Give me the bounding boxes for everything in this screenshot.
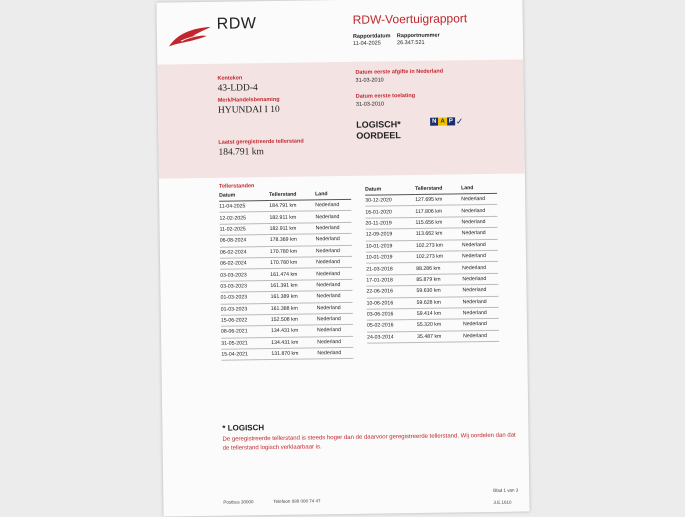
col-land-header: Land [461,184,497,194]
cell-land: Nederland [316,245,352,257]
cell-datum: 06-08-2024 [220,235,270,247]
cell-land: Nederland [315,199,351,211]
cell-datum: 08-06-2021 [221,326,271,338]
cell-land: Nederland [317,325,353,337]
cell-tellerstand: 59.630 km [416,285,462,297]
cell-land: Nederland [316,256,352,268]
cell-datum: 03-06-2016 [367,308,417,320]
cell-land: Nederland [462,284,498,296]
cell-tellerstand: 55.320 km [417,319,463,331]
cell-tellerstand: 85.879 km [416,274,462,286]
cell-tellerstand: 117.806 km [415,205,461,217]
cell-tellerstand: 161.388 km [271,302,317,314]
cell-datum: 10-06-2016 [367,297,417,309]
cell-tellerstand: 131.870 km [271,348,317,360]
cell-datum: 15-04-2021 [221,349,271,361]
document-title: RDW-Voertuigrapport [352,11,468,27]
cell-tellerstand: 161.389 km [270,291,316,303]
merk-label: Merk/Handelsbenaming [217,96,280,104]
cell-land: Nederland [317,302,353,314]
cell-datum: 06-02-2024 [220,257,270,269]
cell-land: Nederland [463,296,499,308]
cell-datum: 31-05-2021 [221,337,271,349]
rdw-logo-icon [167,24,213,51]
cell-datum: 15-06-2022 [221,314,271,326]
teller-label: Laatst geregistreerde tellerstand [218,138,304,146]
cell-tellerstand: 115.656 km [415,217,461,229]
page-number: Blad 1 van 3 [493,487,519,493]
cell-land: Nederland [316,222,352,234]
kenteken-label: Kenteken [217,75,243,82]
cell-land: Nederland [462,239,498,251]
eerste-toelating-label: Datum eerste toelating [355,92,416,100]
cell-tellerstand: 182.911 km [270,223,316,235]
cell-tellerstand: 182.911 km [269,211,315,223]
merk-value: HYUNDAI I 10 [217,104,280,116]
report-number-label: Rapportnummer [396,32,440,40]
footer-telefoon: Telefoon 088 008 74 47 [273,498,321,504]
nap-logo [430,116,463,126]
cell-tellerstand: 184.791 km [269,200,315,212]
cell-tellerstand: 134.431 km [271,337,317,349]
cell-land: Nederland [462,250,498,262]
table-row [367,330,499,343]
col-land-header: Land [315,190,351,200]
cell-datum: 03-03-2023 [220,269,270,281]
cell-land: Nederland [316,234,352,246]
cell-land: Nederland [316,268,352,280]
table-row [221,347,353,360]
cell-datum: 03-03-2023 [220,280,270,292]
eerste-afgifte-value: 31-03-2010 [355,77,384,84]
report-date-label: Rapportdatum [352,33,391,40]
cell-land: Nederland [463,330,499,342]
cell-land: Nederland [317,336,353,348]
oordeel-line1: LOGISCH* [356,119,401,130]
teller-value: 184.791 km [218,147,264,158]
cell-datum: 12-02-2025 [219,212,269,224]
cell-tellerstand: 88.286 km [416,262,462,274]
col-tellerstand-header: Tellerstand [415,184,461,194]
cell-tellerstand: 113.662 km [416,228,462,240]
col-datum-header: Datum [219,191,269,201]
cell-datum: 01-03-2023 [221,303,271,315]
nap-n: N [430,118,438,126]
cell-tellerstand: 178.369 km [270,234,316,246]
report-page [156,0,529,517]
col-datum-header: Datum [365,185,415,195]
cell-tellerstand: 161.391 km [270,280,316,292]
check-icon: ✓ [455,115,464,126]
cell-land: Nederland [462,262,498,274]
cell-land: Nederland [462,273,498,285]
vehicle-info-band [157,59,525,178]
nap-a: A [438,118,446,126]
cell-tellerstand: 35.487 km [417,331,463,343]
cell-tellerstand: 59.628 km [417,296,463,308]
cell-datum: 10-01-2019 [366,240,416,252]
cell-datum: 20-11-2019 [365,217,415,229]
tellerstanden-title: Tellerstanden [218,183,255,190]
brand-name: RDW [216,15,257,33]
cell-land: Nederland [317,313,353,325]
footnote-text: De geregistreerde tellerstand is steeds hoger dan de daarvoor geregistreerde tellerstand. Wij oordelen dan dat de tellerstand logisch verklaarbaar is. [222,432,516,452]
cell-land: Nederland [317,347,353,359]
cell-land: Nederland [461,193,497,205]
kenteken-value: 43-LDD-4 [217,83,258,94]
document-code: 3.E.1610 [493,499,512,505]
cell-datum: 16-01-2020 [365,206,415,218]
report-date: 11-04-2025 [352,40,381,47]
oordeel-badge [356,119,401,142]
nap-p: P [447,117,455,125]
cell-datum: 22-06-2016 [366,286,416,298]
cell-datum: 10-01-2019 [366,251,416,263]
cell-tellerstand: 134.431 km [271,325,317,337]
cell-land: Nederland [316,290,352,302]
cell-land: Nederland [316,279,352,291]
tellerstanden-table-left [219,190,353,361]
footnote-title: * LOGISCH [222,423,265,433]
cell-tellerstand: 170.780 km [270,245,316,257]
cell-datum: 30-12-2020 [365,194,415,206]
cell-land: Nederland [461,216,497,228]
col-tellerstand-header: Tellerstand [269,190,315,200]
report-number-block [397,33,440,48]
report-number: 26.347.521 [396,39,425,47]
cell-datum: 11-04-2025 [219,201,269,213]
cell-land: Nederland [461,205,497,217]
cell-land: Nederland [463,307,499,319]
cell-land: Nederland [315,211,351,223]
oordeel-line2: OORDEEL [356,130,401,141]
cell-datum: 24-03-2014 [367,331,417,343]
cell-tellerstand: 170.780 km [270,257,316,269]
eerste-afgifte-label: Datum eerste afgifte in Nederland [355,68,444,76]
cell-tellerstand: 152.508 km [271,314,317,326]
eerste-toelating-value: 31-03-2010 [355,101,385,108]
tellerstanden-table-right [365,184,499,344]
report-date-block [353,33,391,48]
cell-tellerstand: 161.474 km [270,268,316,280]
cell-tellerstand: 102.273 km [416,239,462,251]
cell-land: Nederland [463,319,499,331]
footer-postbus: Postbus 30000 [223,499,254,505]
cell-datum: 01-03-2023 [220,292,270,304]
cell-land: Nederland [462,228,498,240]
cell-tellerstand: 102.273 km [416,251,462,263]
cell-tellerstand: 59.414 km [417,308,463,320]
cell-datum: 05-02-2016 [367,320,417,332]
cell-datum: 12-09-2019 [366,229,416,241]
cell-tellerstand: 127.695 km [415,194,461,206]
cell-datum: 06-02-2024 [220,246,270,258]
cell-datum: 17-01-2018 [366,274,416,286]
cell-datum: 11-02-2025 [220,223,270,235]
cell-datum: 21-03-2018 [366,263,416,275]
